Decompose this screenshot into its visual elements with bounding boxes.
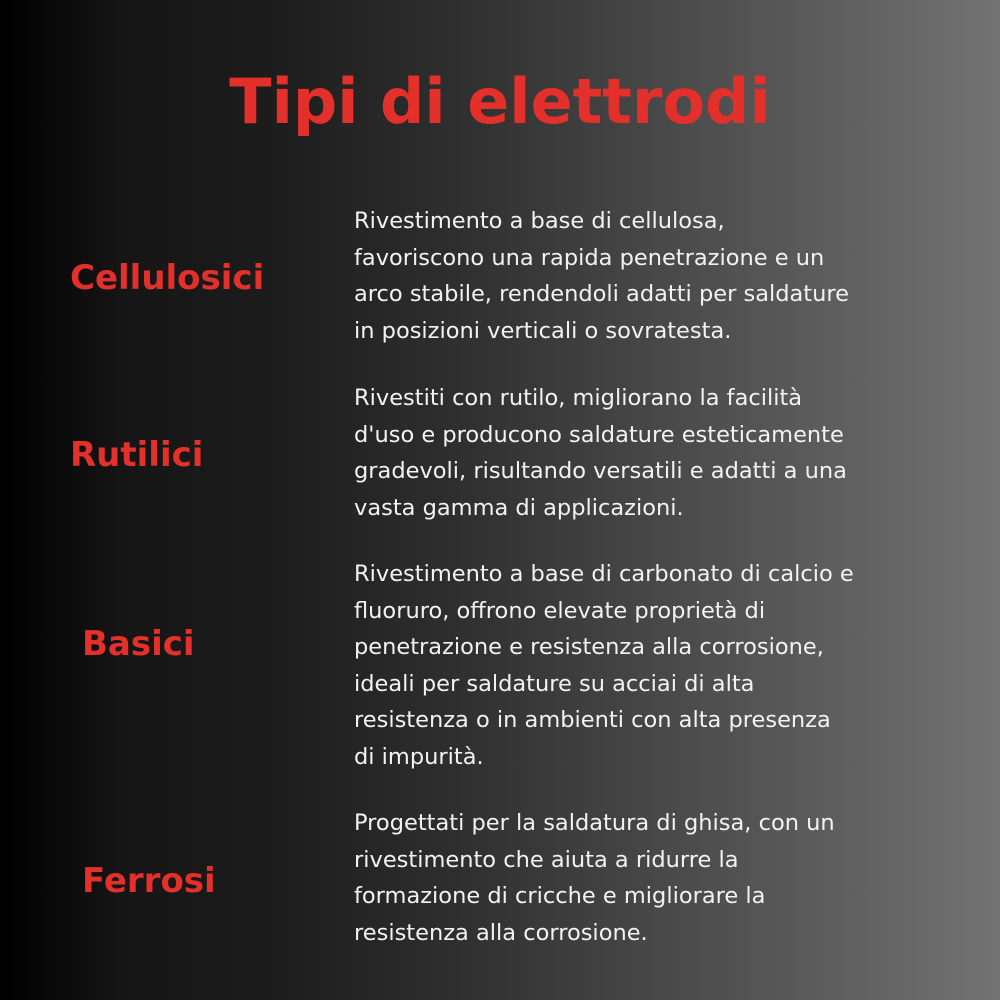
type-name: Basici [82, 624, 195, 664]
type-name: Ferrosi [82, 861, 216, 901]
description-line: rivestimento che aiuta a ridurre la [354, 846, 739, 873]
description-line: resistenza o in ambienti con alta presenza [354, 707, 831, 733]
description-line: arco stabile, rendendoli adatti per saldature [354, 281, 849, 307]
description-line: ideali per saldature su acciai di alta [354, 670, 755, 697]
description-line: Rivestimento a base di carbonato di calcio e [354, 561, 854, 587]
description-line: Rivestiti con rutilo, migliorano la facilità [354, 385, 803, 411]
description-line: di impurità. [354, 743, 484, 770]
type-name: Cellulosici [70, 258, 265, 298]
type-name: Rutilici [70, 435, 204, 475]
description-line: favoriscono una rapida penetrazione e un [354, 244, 825, 271]
description-line: in posizioni verticali o sovratesta. [354, 317, 732, 344]
type-description [354, 380, 914, 526]
description-line: penetrazione e resistenza alla corrosione, [354, 634, 824, 660]
type-description [354, 805, 914, 951]
description-line: resistenza alla corrosione. [354, 919, 648, 946]
description-line: fluoruro, offrono elevate proprietà di [354, 597, 766, 624]
description-line: d'uso e producono saldature esteticamente [354, 421, 844, 448]
description-line: gradevoli, risultando versatili e adatti a una [354, 458, 847, 484]
description-line: Progettati per la saldatura di ghisa, con un [354, 810, 835, 836]
type-description [354, 556, 914, 775]
type-description [354, 203, 914, 349]
description-line: vasta gamma di applicazioni. [354, 494, 684, 521]
description-line: formazione di cricche e migliorare la [354, 883, 766, 909]
description-line: Rivestimento a base di cellulosa, [354, 208, 725, 234]
page-title: Tipi di elettrodi [229, 65, 771, 138]
